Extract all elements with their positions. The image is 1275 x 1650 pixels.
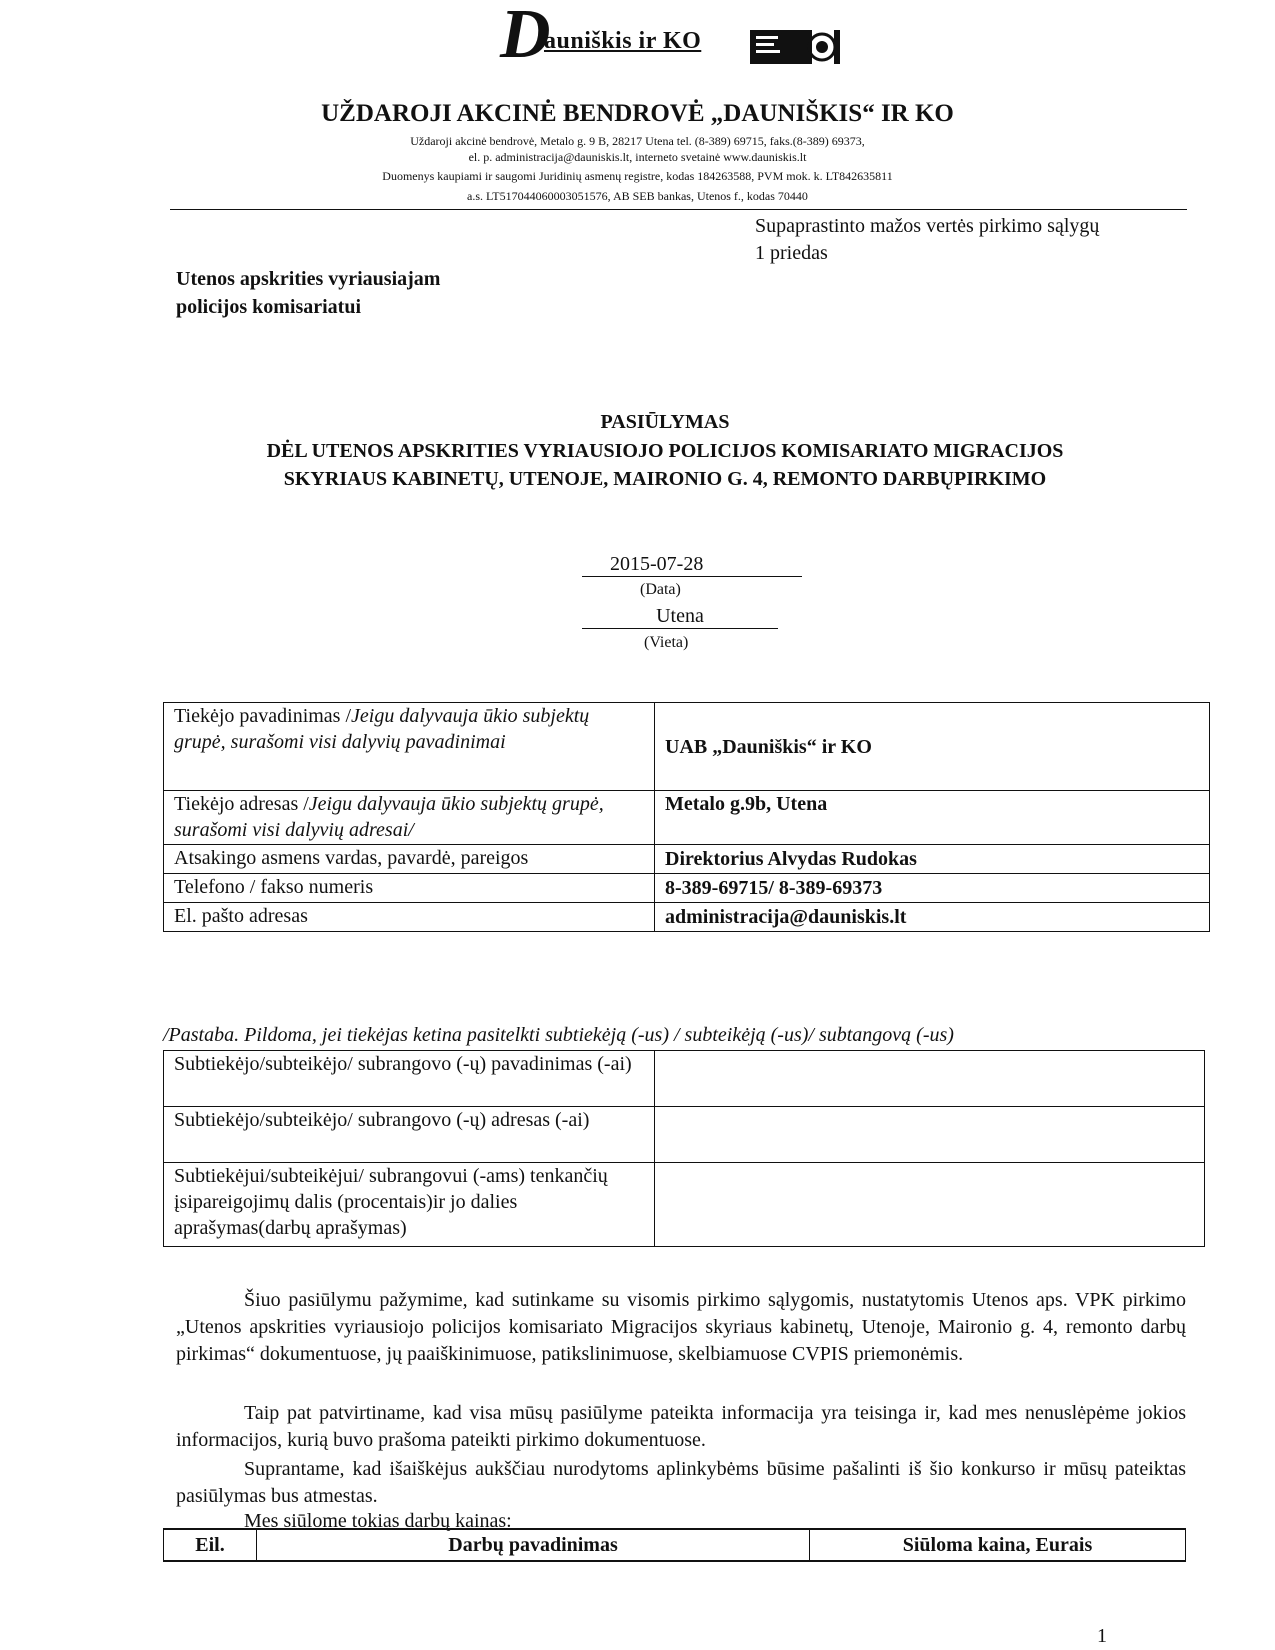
supplier-address-value: Metalo g.9b, Utena	[655, 791, 1210, 845]
date-value: 2015-07-28	[582, 553, 802, 577]
phone-fax-label: Telefono / fakso numeris	[164, 874, 655, 903]
email-value: administracija@dauniskis.lt	[655, 903, 1210, 932]
subcontractor-address-value	[655, 1107, 1205, 1163]
logo-emblem-icon	[750, 28, 840, 68]
email-label: El. pašto adresas	[164, 903, 655, 932]
place-label: (Vieta)	[644, 634, 689, 651]
document-subtitle-1: DĖL UTENOS APSKRITIES VYRIAUSIOJO POLICIJOS KOMISARIATO MIGRACIJOS	[266, 440, 1064, 462]
recipient-line-2: policijos komisariatui	[176, 296, 362, 318]
header-line-contacts: el. p. administracija@dauniskis.lt, interneto svetainė www.dauniskis.lt	[468, 150, 807, 164]
document-subtitle-2: SKYRIAUS KABINETŲ, UTENOJE, MAIRONIO G. 4, REMONTO DARBŲPIRKIMO	[283, 468, 1047, 490]
paragraph-exclusion: Suprantame, kad išaiškėjus aukščiau nurodytoms aplinkybėms būsime pašalinti iš šio konkurso ir mūsų pateiktas pasiūlymas bus atmestas.	[176, 1458, 1186, 1507]
supplier-table	[163, 702, 1210, 932]
recipient-line-1: Utenos apskrities vyriausiajam	[176, 268, 441, 290]
price-header-price: Siūloma kaina, Eurais	[810, 1529, 1186, 1561]
date-label: (Data)	[640, 581, 681, 598]
subcontractor-table	[163, 1050, 1205, 1247]
table-row	[164, 703, 1210, 791]
company-title: UŽDAROJI AKCINĖ BENDROVĖ „DAUNIŠKIS“ IR KO	[321, 100, 954, 127]
annex-line-1: Supaprastinto mažos vertės pirkimo sąlygų	[755, 215, 1100, 237]
price-header-name: Darbų pavadinimas	[257, 1529, 810, 1561]
logo-text: auniškis ir KO	[544, 28, 702, 54]
paragraph-confirmation: Taip pat patvirtiname, kad visa mūsų pasiūlyme pateikta informacija yra teisinga ir, kad mes nenuslėpėme jokios informacijos, kurią buvo prašoma pateikti pirkimo dokumentuose.	[176, 1402, 1186, 1451]
place-value: Utena	[582, 605, 778, 629]
subcontractor-name-label: Subtiekėjo/subteikėjo/ subrangovo (-ų) pavadinimas (-ai)	[164, 1051, 655, 1107]
subcontractor-share-label: Subtiekėjui/subteikėjui/ subrangovui (-ams) tenkančių įsipareigojimų dalis (procentais)ir jo dalies aprašymas(darbų aprašymas)	[164, 1163, 655, 1247]
logo-d-mark: D	[500, 0, 551, 73]
subcontractor-note: /Pastaba. Pildoma, jei tiekėjas ketina pasitelkti subtiekėją (-us) / subteikėją (-us)/ subtangovą (-us)	[163, 1024, 954, 1046]
company-logo	[500, 0, 860, 84]
supplier-address-label: Tiekėjo adresas /Jeigu dalyvauja ūkio subjektų grupė, surašomi visi dalyvių adresai/	[164, 791, 655, 845]
header-divider	[170, 209, 1187, 210]
paragraph-conditions: Šiuo pasiūlymu pažymime, kad sutinkame su visomis pirkimo sąlygomis, nustatytomis Utenos aps. VPK pirkimo „Utenos apskrities vyriausiojo policijos komisariato Migracijos skyriaus kabinetų, Utenoje, Maironio g. 4, remonto darbų pirkimas“ dokumentuose, jų paaiškinimuose, patikslinimuose, skelbiamuose CVPIS priemonėmis.	[176, 1289, 1186, 1365]
paragraph-prices-intro: Mes siūlome tokias darbų kainas:	[244, 1510, 512, 1532]
header-line-registry: Duomenys kaupiami ir saugomi Juridinių asmenų registre, kodas 184263588, PVM mok. k. LT842635811	[382, 169, 893, 183]
header-line-bank: a.s. LT517044060003051576, AB SEB bankas, Utenos f., kodas 70440	[467, 189, 808, 203]
phone-fax-value: 8-389-69715/ 8-389-69373	[655, 874, 1210, 903]
table-row	[164, 874, 1210, 903]
responsible-person-label: Atsakingo asmens vardas, pavardė, pareigos	[164, 845, 655, 874]
subcontractor-address-label: Subtiekėjo/subteikėjo/ subrangovo (-ų) adresas (-ai)	[164, 1107, 655, 1163]
responsible-person-value: Direktorius Alvydas Rudokas	[655, 845, 1210, 874]
subcontractor-share-value	[655, 1163, 1205, 1247]
price-header-no: Eil.	[164, 1529, 257, 1561]
document-title: PASIŪLYMAS	[600, 411, 730, 433]
price-table	[163, 1528, 1186, 1562]
table-row	[164, 1529, 1186, 1561]
supplier-name-label: Tiekėjo pavadinimas /Jeigu dalyvauja ūkio subjektų grupė, surašomi visi dalyvių pavadinimai	[164, 703, 655, 791]
page-number: 1	[1097, 1625, 1107, 1647]
subcontractor-name-value	[655, 1051, 1205, 1107]
table-row	[164, 1107, 1205, 1163]
table-row	[164, 1163, 1205, 1247]
supplier-name-value: UAB „Dauniškis“ ir KO	[655, 703, 1210, 791]
annex-line-2: 1 priedas	[755, 242, 828, 264]
header-line-address: Uždaroji akcinė bendrovė, Metalo g. 9 B, 28217 Utena tel. (8-389) 69715, faks.(8-389) 69373,	[410, 134, 865, 148]
table-row	[164, 791, 1210, 845]
table-row	[164, 845, 1210, 874]
table-row	[164, 1051, 1205, 1107]
table-row	[164, 903, 1210, 932]
